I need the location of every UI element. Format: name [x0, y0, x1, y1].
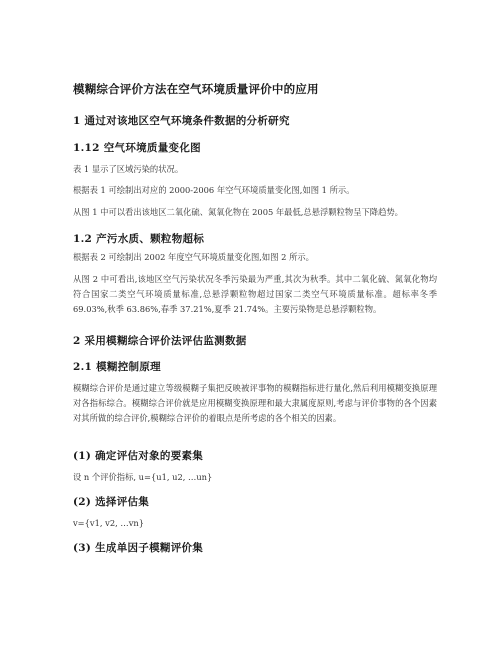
section-1-12-heading: 1.12 空气环境质量变化图 — [73, 142, 201, 154]
paragraph: 从图 1 中可以看出该地区二氧化硫、氮氧化物在 2005 年最低,总悬浮颗粒物呈下降趋势。 — [73, 207, 403, 217]
paragraph: 根据表 1 可绘制出对应的 2000-2006 年空气环境质量变化图,如图 1 所示。 — [73, 185, 355, 195]
paragraph: 根据表 2 可绘制出 2002 年度空气环境质量变化图,如图 2 所示。 — [73, 252, 314, 262]
section-1-2-heading: 1.2 产污水质、颗粒物超标 — [73, 233, 205, 245]
document-title: 模糊综合评价方法在空气环境质量评价中的应用 — [73, 82, 319, 96]
step-3-heading: (3) 生成单因子模糊评价集 — [73, 542, 204, 554]
paragraph: v={v1, v2, …vn} — [73, 518, 145, 528]
section-2-heading: 2 采用模糊综合评价法评估监测数据 — [73, 335, 247, 347]
step-1-heading: (1) 确定评估对象的要素集 — [73, 450, 204, 462]
paragraph: 设 n 个评价指标, u={u1, u2, …un} — [73, 472, 213, 482]
section-1-heading: 1 通过对该地区空气环境条件数据的分析研究 — [73, 115, 290, 127]
paragraph: 表 1 显示了区域污染的状况。 — [73, 164, 184, 174]
paragraph: 从图 2 中可看出,该地区空气污染状况冬季污染最为严重,其次为秋季。其中二氧化硫、氮氧化物均符合国家二类空气环境质量标准,总悬浮颗粒物超过国家二类空气环境质量标准。超标率冬季 69.03%,秋季 63.86%,春季 37.21%,夏季 21.74%。主要污染物是总悬浮颗粒物。 — [73, 274, 437, 314]
step-2-heading: (2) 选择评估集 — [73, 496, 150, 508]
paragraph: 模糊综合评价是通过建立等级模糊子集把反映被评事物的模糊指标进行量化,然后利用模糊变换原理对各指标综合。模糊综合评价就是应用模糊变换原理和最大隶属度原则,考虑与评价事物的各个因素对其所做的综合评价,模糊综合评价的着眼点是所考虑的各个相关的因素。 — [73, 383, 437, 423]
section-2-1-heading: 2.1 模糊控制原理 — [73, 361, 161, 373]
